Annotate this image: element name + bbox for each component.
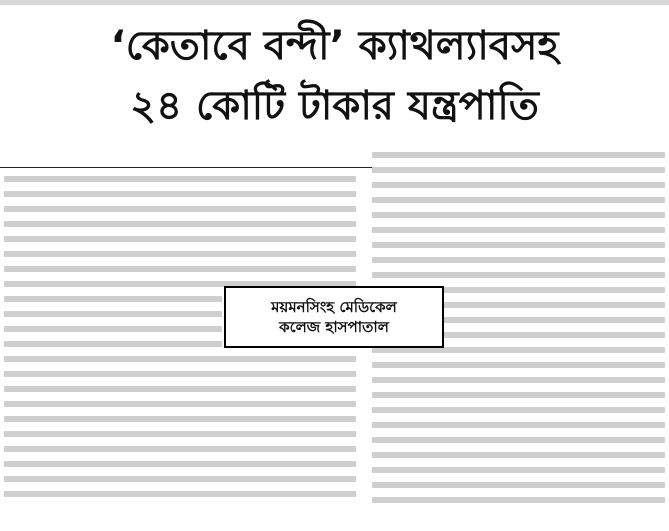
byline-rule (0, 167, 372, 168)
article-column-left (4, 176, 356, 526)
top-border (0, 0, 669, 5)
pullquote-line-1: ময়মনসিংহ মেডিকেল (271, 297, 397, 316)
pullquote-box (224, 286, 444, 348)
pullquote-line-2: কলেজ হাসপাতাল (279, 318, 389, 336)
headline-line-1: ‘কেতাবে বন্দী’ ক্যাথল্যাবসহ (110, 23, 559, 69)
headline-line-2: ২৪ কোটি টাকার যন্ত্রপাতি (130, 83, 539, 129)
